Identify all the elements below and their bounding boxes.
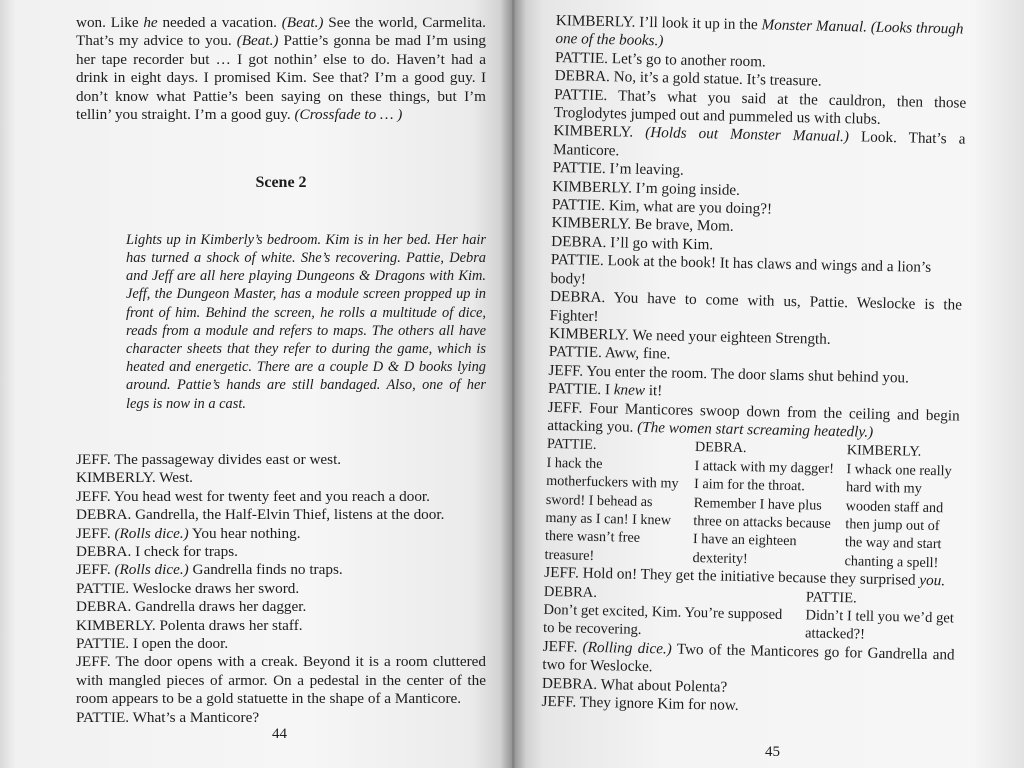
dialogue-line: PATTIE. What’s a Manticore? [76, 708, 260, 726]
dialogue-line: PATTIE. Weslocke draws her sword. [76, 579, 300, 597]
text-run: needed a vacation. [157, 14, 282, 31]
dialogue-line: PATTIE. Kim, what are you doing?! [551, 196, 773, 218]
simultaneous-dialogue-two [543, 582, 956, 646]
dialogue-line: KIMBERLY. I’ll look it up in the Monster Manual. (Looks through one of the books.) [555, 12, 964, 50]
right-page [512, 0, 1024, 768]
dialogue-line: PATTIE. Look at the book! It has claws and wings and a lion’s body! [550, 251, 932, 288]
dialogue-line: KIMBERLY. West. [76, 469, 193, 487]
dialogue-line: JEFF. (Rolling dice.) Two of the Manticores go for Gandrella and two for Weslocke. [542, 637, 955, 676]
dialogue-line: JEFF. (Rolls dice.) Gandrella finds no traps. [76, 561, 343, 579]
right-page-content [541, 12, 968, 720]
monologue-paragraph [76, 14, 486, 124]
dialogue-line: PATTIE. I knew it! [547, 380, 663, 400]
dialogue-line: DEBRA. What about Polenta? [541, 674, 728, 696]
scene-title: Scene 2 [255, 174, 307, 192]
dialogue-line: PATTIE. Let’s go to another room. [554, 48, 766, 71]
column-pattie: PATTIE. Didn’t I tell you we’d get attacked?! [804, 588, 955, 644]
left-page-content [76, 14, 486, 727]
text-run-italic: (Beat.) [236, 32, 279, 50]
column-debra: DEBRA. Don’t get excited, Kim. You’re supposed to be recovering. [542, 583, 783, 639]
dialogue-line: JEFF. They ignore Kim for now. [541, 692, 739, 715]
dialogue-line: JEFF. (Rolls dice.) You hear nothing. [76, 524, 301, 542]
dialogue-line: KIMBERLY. Polenta draws her staff. [76, 616, 303, 634]
dialogue-line: KIMBERLY. (Holds out Monster Manual.) Look. That’s a Manticore. [552, 122, 966, 160]
column-pattie: PATTIE. I hack the motherfuckers with my sword! I behead as many as I can! I knew there wasn’t free treasure! [544, 436, 679, 564]
text-run-italic: he [143, 14, 158, 31]
page-number-left: 44 [272, 726, 287, 742]
dialogue-line: DEBRA. I’ll go with Kim. [551, 232, 714, 254]
dialogue-line: PATTIE. That’s what you said at the cauldron, then those Troglodytes jumped out and pummeled us with clubs. [553, 85, 967, 128]
text-run: Pattie’s gonna be mad I’m using her tape recorder but … I got nothin’ else to do. Haven’t had a drink in eight days. I promised Kim. See that? I’m a good guy. I don’t know what Pattie’s been saying on these things, but I’m tellin’ you straight. I’m a good guy. [76, 32, 487, 124]
dialogue-line: PATTIE. I’m leaving. [552, 159, 684, 179]
dialogue-line: DEBRA. I check for traps. [76, 542, 238, 560]
text-run-italic: (Crossfade to … ) [294, 106, 403, 124]
dialogue-line: PATTIE. Aww, fine. [548, 343, 671, 363]
dialogue-line: DEBRA. Gandrella draws her dagger. [76, 598, 307, 616]
page-number-right: 45 [765, 744, 780, 760]
column-kimberly: KIMBERLY. I whack one really hard with my wooden staff and then jump out of the way and start chanting a spell! [844, 442, 952, 571]
stage-direction: Lights up in Kimberly’s bedroom. Kim is in her bed. Her hair has turned a shock of white. She’s recovering. Pattie, Debra and Jeff are all here playing Dungeons & Dragons with Kim. Jeff, the Dungeon Master, has a module screen propped up in front of him. Behind the screen, he rolls a multitude of dice, reads from a module and refers to maps. The others all have character sheets that they refer to during the game, which is heated and energetic. There are a couple D & D books lying around. Pattie’s hands are still bandaged. Also, one of her legs is now in a cast. [126, 231, 486, 412]
dialogue-line: KIMBERLY. We need your eighteen Strength. [549, 324, 831, 348]
dialogue-line: DEBRA. Gandrella, the Half-Elvin Thief, listens at the door. [76, 506, 445, 524]
dialogue-line: JEFF. The door opens with a creak. Beyond it is a room cluttered with mangled pieces of armor. On a pedestal in the center of the room appears to be a gold statuette in the shape of a Manticore. [76, 653, 486, 708]
dialogue-line: JEFF. You head west for twenty feet and you reach a door. [76, 487, 430, 505]
dialogue-line: JEFF. Four Manticores swoop down from the ceiling and begin attacking you. (The women start screaming heatedly.) [547, 398, 960, 441]
dialogue-line: DEBRA. No, it’s a gold statue. It’s treasure. [554, 67, 822, 90]
dialogue-line: JEFF. You enter the room. The door slams shut behind you. [548, 361, 910, 387]
dialogue-line: KIMBERLY. I’m going inside. [552, 177, 741, 199]
dialogue-line: JEFF. Hold on! They get the initiative because they surprised you. [544, 564, 946, 590]
dialogue-line: DEBRA. You have to come with us, Pattie. Weslocke is the Fighter! [549, 288, 963, 325]
simultaneous-dialogue-three [544, 435, 959, 572]
dialogue-line: JEFF. The passageway divides east or west. [76, 450, 342, 468]
dialogue-line: PATTIE. I open the door. [76, 634, 229, 652]
dialogue-line: KIMBERLY. Be brave, Mom. [551, 214, 734, 236]
text-run: won. Like [76, 14, 144, 31]
text-run: See the world, Carmelita. That’s my advice to you. [76, 14, 486, 50]
dialogue-block [76, 451, 486, 727]
column-debra: DEBRA. I attack with my dagger! I aim for the throat. Remember I have plus three on attacks because I have an eighteen dexterity! [692, 439, 835, 567]
text-run-italic: (Beat.) [281, 14, 324, 31]
